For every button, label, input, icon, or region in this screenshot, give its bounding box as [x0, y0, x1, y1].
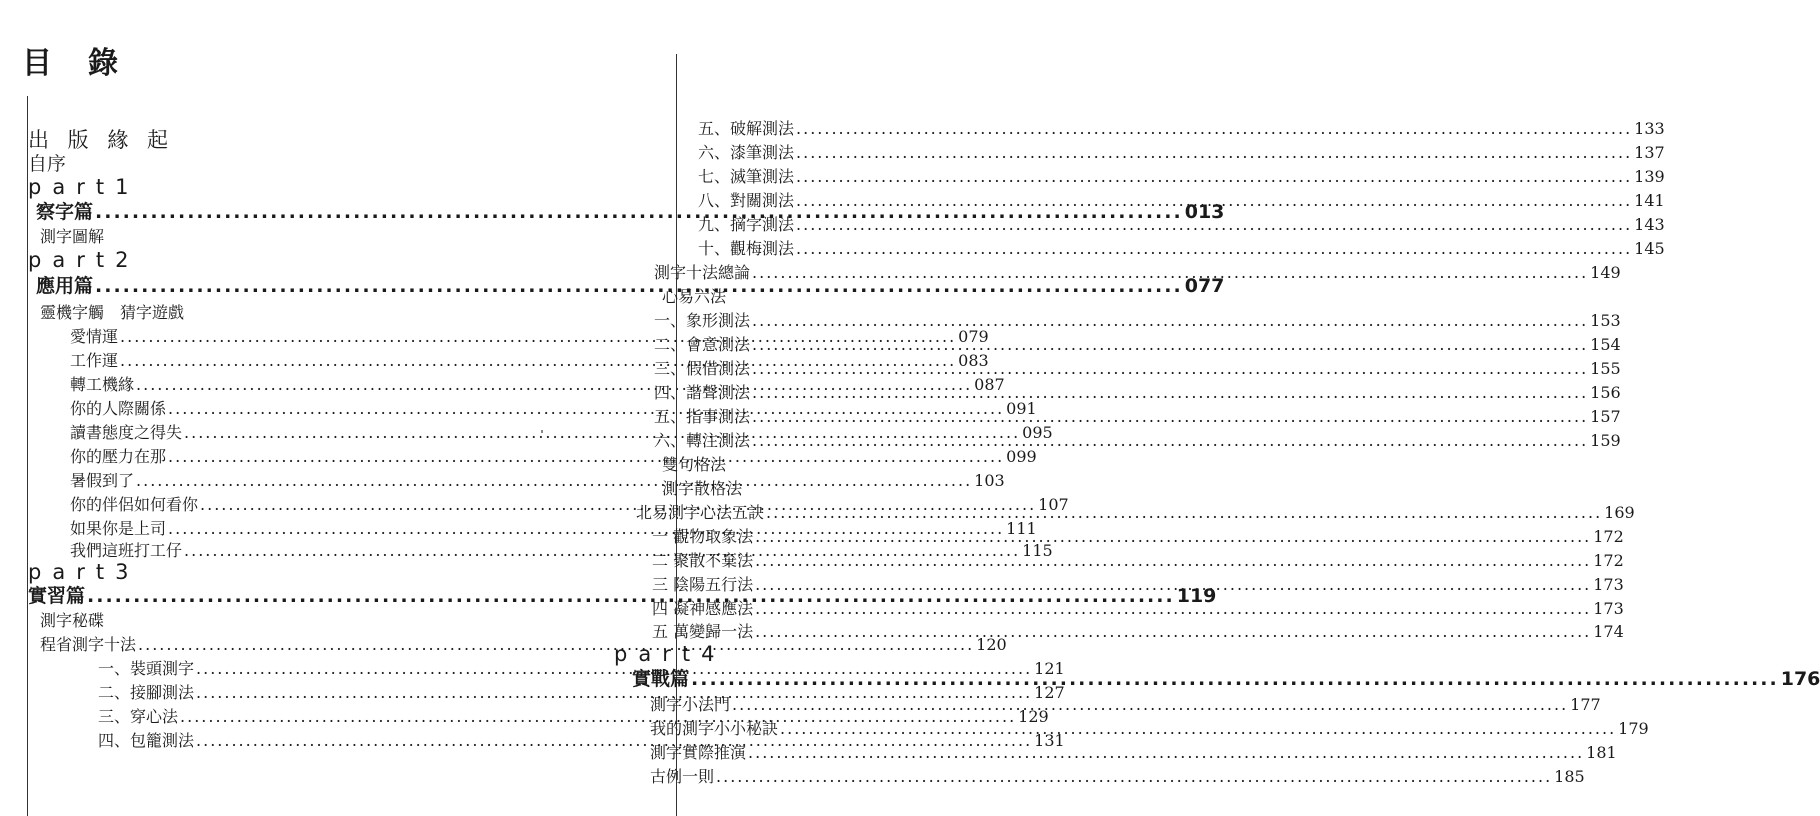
- toc-entry-title: 測字小法門: [650, 695, 731, 714]
- toc-entry-page: 119: [1176, 585, 1217, 607]
- toc-entry-page: 115: [1022, 541, 1053, 560]
- dot-leader: [752, 429, 1588, 453]
- toc-entry-page: 181: [1586, 743, 1617, 762]
- toc-entry-title: 六、轉注測法: [654, 431, 751, 450]
- toc-entry-title: 八、對關測法: [698, 191, 795, 210]
- toc-entry-page: 174: [1593, 622, 1624, 641]
- toc-entry-title: 雙句格法: [662, 455, 727, 474]
- toc-entry: [650, 765, 1585, 789]
- toc-entry-page: 154: [1590, 335, 1621, 354]
- dot-leader: [691, 665, 1779, 693]
- toc-entry-title: 如果你是上司: [70, 519, 167, 538]
- toc-entry-page: 121: [1034, 659, 1065, 678]
- dot-leader: [752, 261, 1588, 285]
- dot-leader: [796, 117, 1632, 141]
- toc-entry-title: 七、滅筆測法: [698, 167, 795, 186]
- toc-entry: [636, 501, 1635, 525]
- dot-leader: [796, 189, 1632, 213]
- toc-entry-title: 轉工機緣: [70, 375, 135, 394]
- dot-leader: [755, 573, 1591, 597]
- toc-entry-title: 察字篇: [36, 201, 94, 223]
- toc-entry-title: 心易六法: [662, 287, 727, 306]
- toc-entry: [650, 693, 1601, 717]
- toc-entry: [684, 237, 1665, 261]
- toc-entry-page: 111: [1006, 519, 1037, 538]
- toc-heading: [28, 301, 458, 325]
- toc-entry-page: 079: [958, 327, 989, 346]
- dot-leader: [716, 765, 1552, 789]
- toc-entry-title: 應用篇: [36, 275, 94, 297]
- toc-entry-page: 172: [1593, 527, 1624, 546]
- toc-entry: [654, 309, 1621, 333]
- toc-heading: [28, 128, 458, 153]
- toc-entry-title: part3: [28, 560, 140, 584]
- toc-entry-page: 169: [1604, 503, 1635, 522]
- dot-leader: [752, 381, 1588, 405]
- toc-entry-page: 179: [1618, 719, 1649, 738]
- toc-entry-title: 暑假到了: [70, 471, 135, 490]
- dot-leader: [780, 717, 1616, 741]
- toc-heading: [28, 609, 458, 633]
- toc-entry-page: 103: [974, 471, 1005, 490]
- toc-entry: [652, 597, 1624, 621]
- toc-entry-title: 二、會意測法: [654, 335, 751, 354]
- toc-entry-page: 159: [1590, 431, 1621, 450]
- dot-leader: [796, 141, 1632, 165]
- dot-leader: [752, 309, 1588, 333]
- toc-entry-page: 149: [1590, 263, 1621, 282]
- toc-entry-title: 三、穿心法: [98, 707, 179, 726]
- toc-entry-title: 一、象形測法: [654, 311, 751, 330]
- toc-entry-title: 讀書態度之得失: [70, 423, 183, 442]
- toc-entry-title: 二 聚散不棄法: [652, 551, 754, 570]
- dot-leader: [748, 741, 1584, 765]
- toc-entry-title: 工作運: [70, 351, 119, 370]
- toc-entry-page: 155: [1590, 359, 1621, 378]
- toc-entry-page: 172: [1593, 551, 1624, 570]
- toc-entry-page: 176: [1780, 668, 1820, 690]
- toc-entry: [684, 165, 1665, 189]
- toc-entry-title: part1: [28, 175, 140, 199]
- toc-entry-page: 099: [1006, 447, 1037, 466]
- toc-entry-title: 五、指事測法: [654, 407, 751, 426]
- toc-entry-title: 你的伴侶如何看你: [70, 495, 199, 514]
- toc-entry-page: 091: [1006, 399, 1037, 418]
- toc-entry-title: 測字十法總論: [654, 263, 751, 282]
- toc-entry-title: 一、裝頭測字: [98, 659, 195, 678]
- toc-heading: [28, 153, 458, 175]
- dot-leader: [796, 165, 1632, 189]
- toc-entry-title: 測字散格法: [662, 479, 743, 498]
- part-heading: [28, 561, 458, 583]
- toc-entry-page: 087: [974, 375, 1005, 394]
- toc-entry: [684, 213, 1665, 237]
- toc-entry-title: 靈機字觸 猜字遊戲: [40, 303, 185, 322]
- toc-entry-page: 129: [1018, 707, 1049, 726]
- toc-entry-page: 013: [1184, 201, 1225, 223]
- toc-entry-page: 143: [1634, 215, 1665, 234]
- toc-entry: [684, 117, 1665, 141]
- dot-leader: [732, 693, 1568, 717]
- toc-entry-title: 測字圖解: [40, 227, 105, 246]
- toc-entry-title: 測字秘碟: [40, 611, 105, 630]
- page-title: 目錄: [22, 46, 154, 81]
- toc-entry-title: 你的壓力在那: [70, 447, 167, 466]
- toc-heading: [662, 477, 1118, 501]
- toc-entry-title: 二、接腳測法: [98, 683, 195, 702]
- toc-entry: [654, 429, 1621, 453]
- dot-leader: [796, 213, 1632, 237]
- toc-entry: [650, 741, 1617, 765]
- toc-entry-page: 137: [1634, 143, 1665, 162]
- toc-entry-title: 四、諧聲測法: [654, 383, 751, 402]
- toc-entry-page: 133: [1634, 119, 1665, 138]
- toc-entry: [654, 381, 1621, 405]
- dot-leader: [752, 357, 1588, 381]
- toc-entry-title: 一 觀物取象法: [652, 527, 754, 546]
- toc-entry-title: 你的人際關係: [70, 399, 167, 418]
- part-heading: [28, 175, 458, 199]
- dot-leader: [752, 333, 1588, 357]
- toc-entry: [652, 621, 1624, 643]
- toc-entry-page: 107: [1038, 495, 1069, 514]
- toc-entry-title: part2: [28, 248, 140, 272]
- toc-heading: [662, 285, 1118, 309]
- toc-entry-title: 三、假借測法: [654, 359, 751, 378]
- toc-entry: [654, 333, 1621, 357]
- dot-leader: [766, 501, 1602, 525]
- toc-entry-page: 139: [1634, 167, 1665, 186]
- toc-entry-title: 出 版 緣 起: [28, 128, 175, 152]
- toc-entry-page: 131: [1034, 731, 1065, 750]
- toc-entry: [652, 525, 1624, 549]
- toc-entry: [684, 141, 1665, 165]
- toc-entry-page: 153: [1590, 311, 1621, 330]
- toc-heading: [28, 225, 458, 249]
- dot-leader: [755, 525, 1591, 549]
- toc-entry-title: 愛情運: [70, 327, 119, 346]
- toc-entry: [652, 549, 1624, 573]
- part-heading: [614, 643, 1118, 665]
- toc-entry-title: 九、摘字測法: [698, 215, 795, 234]
- toc-entry-title: 四 凝神感應法: [652, 599, 754, 618]
- toc-entry-title: 自序: [28, 153, 67, 175]
- toc-entry-title: 古例一則: [650, 767, 715, 786]
- toc-entry-title: 實戰篇: [632, 668, 690, 690]
- toc-entry: [632, 665, 1820, 693]
- part-heading: [28, 249, 458, 271]
- toc-entry-title: 實習篇: [28, 585, 86, 607]
- dot-leader: [755, 549, 1591, 573]
- toc-entry: [654, 357, 1621, 381]
- toc-entry-title: 三 陰陽五行法: [652, 575, 754, 594]
- toc-entry-page: 173: [1593, 575, 1624, 594]
- toc-entry-page: 156: [1590, 383, 1621, 402]
- toc-entry-page: 177: [1570, 695, 1601, 714]
- toc-entry: [654, 261, 1621, 285]
- toc-entry-title: 程省測字十法: [40, 635, 137, 654]
- dot-leader: [752, 405, 1588, 429]
- dot-leader: [755, 597, 1591, 621]
- toc-entry: [650, 717, 1649, 741]
- page-speck: [541, 430, 543, 433]
- toc-entry-page: 095: [1022, 423, 1053, 442]
- toc-entry-page: 145: [1634, 239, 1665, 258]
- toc-entry-page: 127: [1034, 683, 1065, 702]
- toc-entry-page: 141: [1634, 191, 1665, 210]
- toc-entry-page: 157: [1590, 407, 1621, 426]
- toc-entry-title: 六、漆筆測法: [698, 143, 795, 162]
- toc-entry: [654, 405, 1621, 429]
- toc-entry-page: 173: [1593, 599, 1624, 618]
- toc-heading: [662, 453, 1118, 477]
- toc-entry-title: 五 萬變歸一法: [652, 622, 754, 641]
- toc-entry-title: 四、包籠測法: [98, 731, 195, 750]
- toc-entry-page: 083: [958, 351, 989, 370]
- toc-entry-title: 十、觀梅測法: [698, 239, 795, 258]
- toc-entry-title: part4: [614, 642, 726, 666]
- dot-leader: [796, 237, 1632, 261]
- toc-entry-title: 五、破解測法: [698, 119, 795, 138]
- toc-entry-title: 我的測字小小秘訣: [650, 719, 779, 738]
- toc-entry-title: 北易測字心法五訣: [636, 503, 765, 522]
- toc-entry-title: 測字實際推演: [650, 743, 747, 762]
- toc-entry-page: 077: [1184, 275, 1225, 297]
- toc-entry-page: 185: [1554, 767, 1585, 786]
- toc-entry-title: 我們這班打工仔: [70, 541, 183, 560]
- dot-leader: [755, 621, 1591, 643]
- toc-entry-page: 120: [976, 635, 1007, 654]
